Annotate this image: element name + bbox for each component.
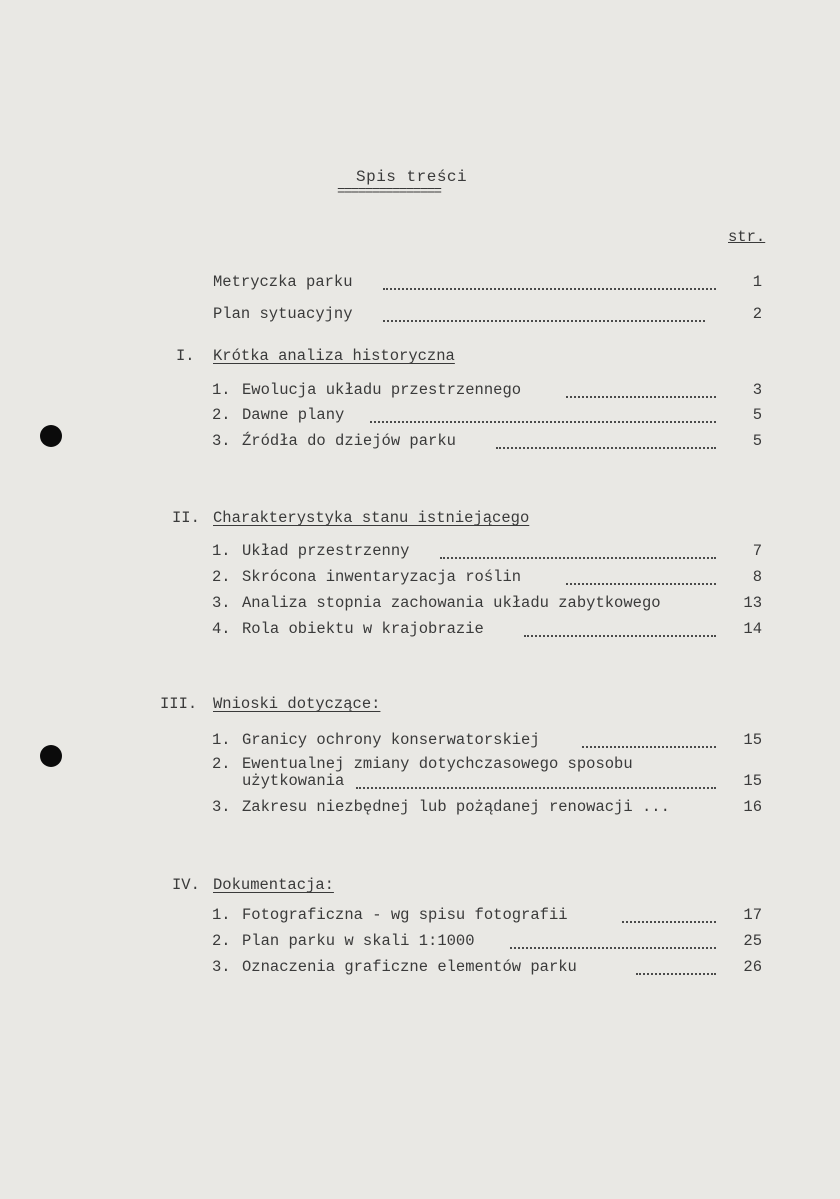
toc-item-label: Układ przestrzenny (242, 542, 410, 560)
toc-leader (524, 635, 716, 637)
toc-leader (370, 421, 716, 423)
toc-item-number: 1. (212, 731, 231, 749)
toc-item-page: 7 (752, 542, 762, 560)
toc-item-number: 4. (212, 620, 231, 638)
toc-item-number: 2. (212, 755, 231, 773)
toc-item-number: 2. (212, 406, 231, 424)
toc-item-number: 3. (212, 958, 231, 976)
toc-leader (622, 921, 716, 923)
section-heading: Charakterystyka stanu istniejącego (213, 509, 530, 527)
toc-item-page: 3 (752, 381, 762, 399)
toc-item-label: Oznaczenia graficzne elementów parku (242, 958, 577, 976)
toc-item-label: Źródła do dziejów parku (242, 432, 456, 450)
toc-item-page: 8 (752, 568, 762, 586)
toc-item-label: Granicy ochrony konserwatorskiej (242, 731, 540, 749)
toc-entry-page: 1 (752, 273, 762, 291)
toc-item-page: 15 (743, 731, 762, 749)
section-numeral: IV. (172, 876, 200, 894)
toc-item-label: Fotograficzna - wg spisu fotografii (242, 906, 568, 924)
toc-item-page: 14 (743, 620, 762, 638)
toc-leader (636, 973, 716, 975)
toc-entry-label: Metryczka parku (213, 273, 353, 291)
toc-item-page: 5 (752, 432, 762, 450)
toc-item-label: Zakresu niezbędnej lub pożądanej renowacji ... (242, 798, 670, 816)
toc-item-number: 2. (212, 932, 231, 950)
document-title: Spis treści (356, 168, 468, 186)
toc-item-label: Ewentualnej zmiany dotychczasowego sposobu (242, 755, 633, 773)
toc-item-label: Skrócona inwentaryzacja roślin (242, 568, 522, 586)
toc-item-number: 1. (212, 906, 231, 924)
section-heading: Wnioski dotyczące: (213, 695, 381, 713)
toc-leader (510, 947, 716, 949)
toc-item-label: Analiza stopnia zachowania układu zabytkowego (242, 594, 661, 612)
toc-leader (566, 396, 716, 398)
toc-item-page: 13 (743, 594, 762, 612)
page-column-header: str. (728, 228, 766, 246)
toc-item-label-continued: użytkowania (242, 772, 345, 790)
toc-item-page: 25 (743, 932, 762, 950)
toc-item-page: 16 (743, 798, 762, 816)
toc-item-number: 2. (212, 568, 231, 586)
toc-item-page: 26 (743, 958, 762, 976)
toc-item-number: 1. (212, 381, 231, 399)
toc-leader (440, 557, 716, 559)
punch-hole (40, 425, 62, 447)
toc-entry-page: 2 (752, 305, 762, 323)
punch-hole (40, 745, 62, 767)
section-heading: Dokumentacja: (213, 876, 334, 894)
section-heading: Krótka analiza historyczna (213, 347, 455, 365)
toc-item-label: Ewolucja układu przestrzennego (242, 381, 522, 399)
toc-item-number: 3. (212, 594, 231, 612)
toc-leader (582, 746, 716, 748)
toc-leader (383, 288, 716, 290)
toc-item-page: 17 (743, 906, 762, 924)
title-underline: =============== (337, 184, 441, 200)
toc-leader (496, 447, 716, 449)
toc-item-label: Rola obiektu w krajobrazie (242, 620, 484, 638)
toc-item-label: Plan parku w skali 1:1000 (242, 932, 475, 950)
toc-leader (383, 320, 705, 322)
toc-item-page: 15 (743, 772, 762, 790)
toc-entry-label: Plan sytuacyjny (213, 305, 353, 323)
toc-item-page: 5 (752, 406, 762, 424)
toc-leader (356, 787, 716, 789)
toc-item-number: 3. (212, 432, 231, 450)
toc-item-number: 3. (212, 798, 231, 816)
toc-item-label: Dawne plany (242, 406, 345, 424)
section-numeral: III. (160, 695, 198, 713)
toc-item-number: 1. (212, 542, 231, 560)
toc-leader (566, 583, 716, 585)
section-numeral: I. (176, 347, 195, 365)
section-numeral: II. (172, 509, 200, 527)
